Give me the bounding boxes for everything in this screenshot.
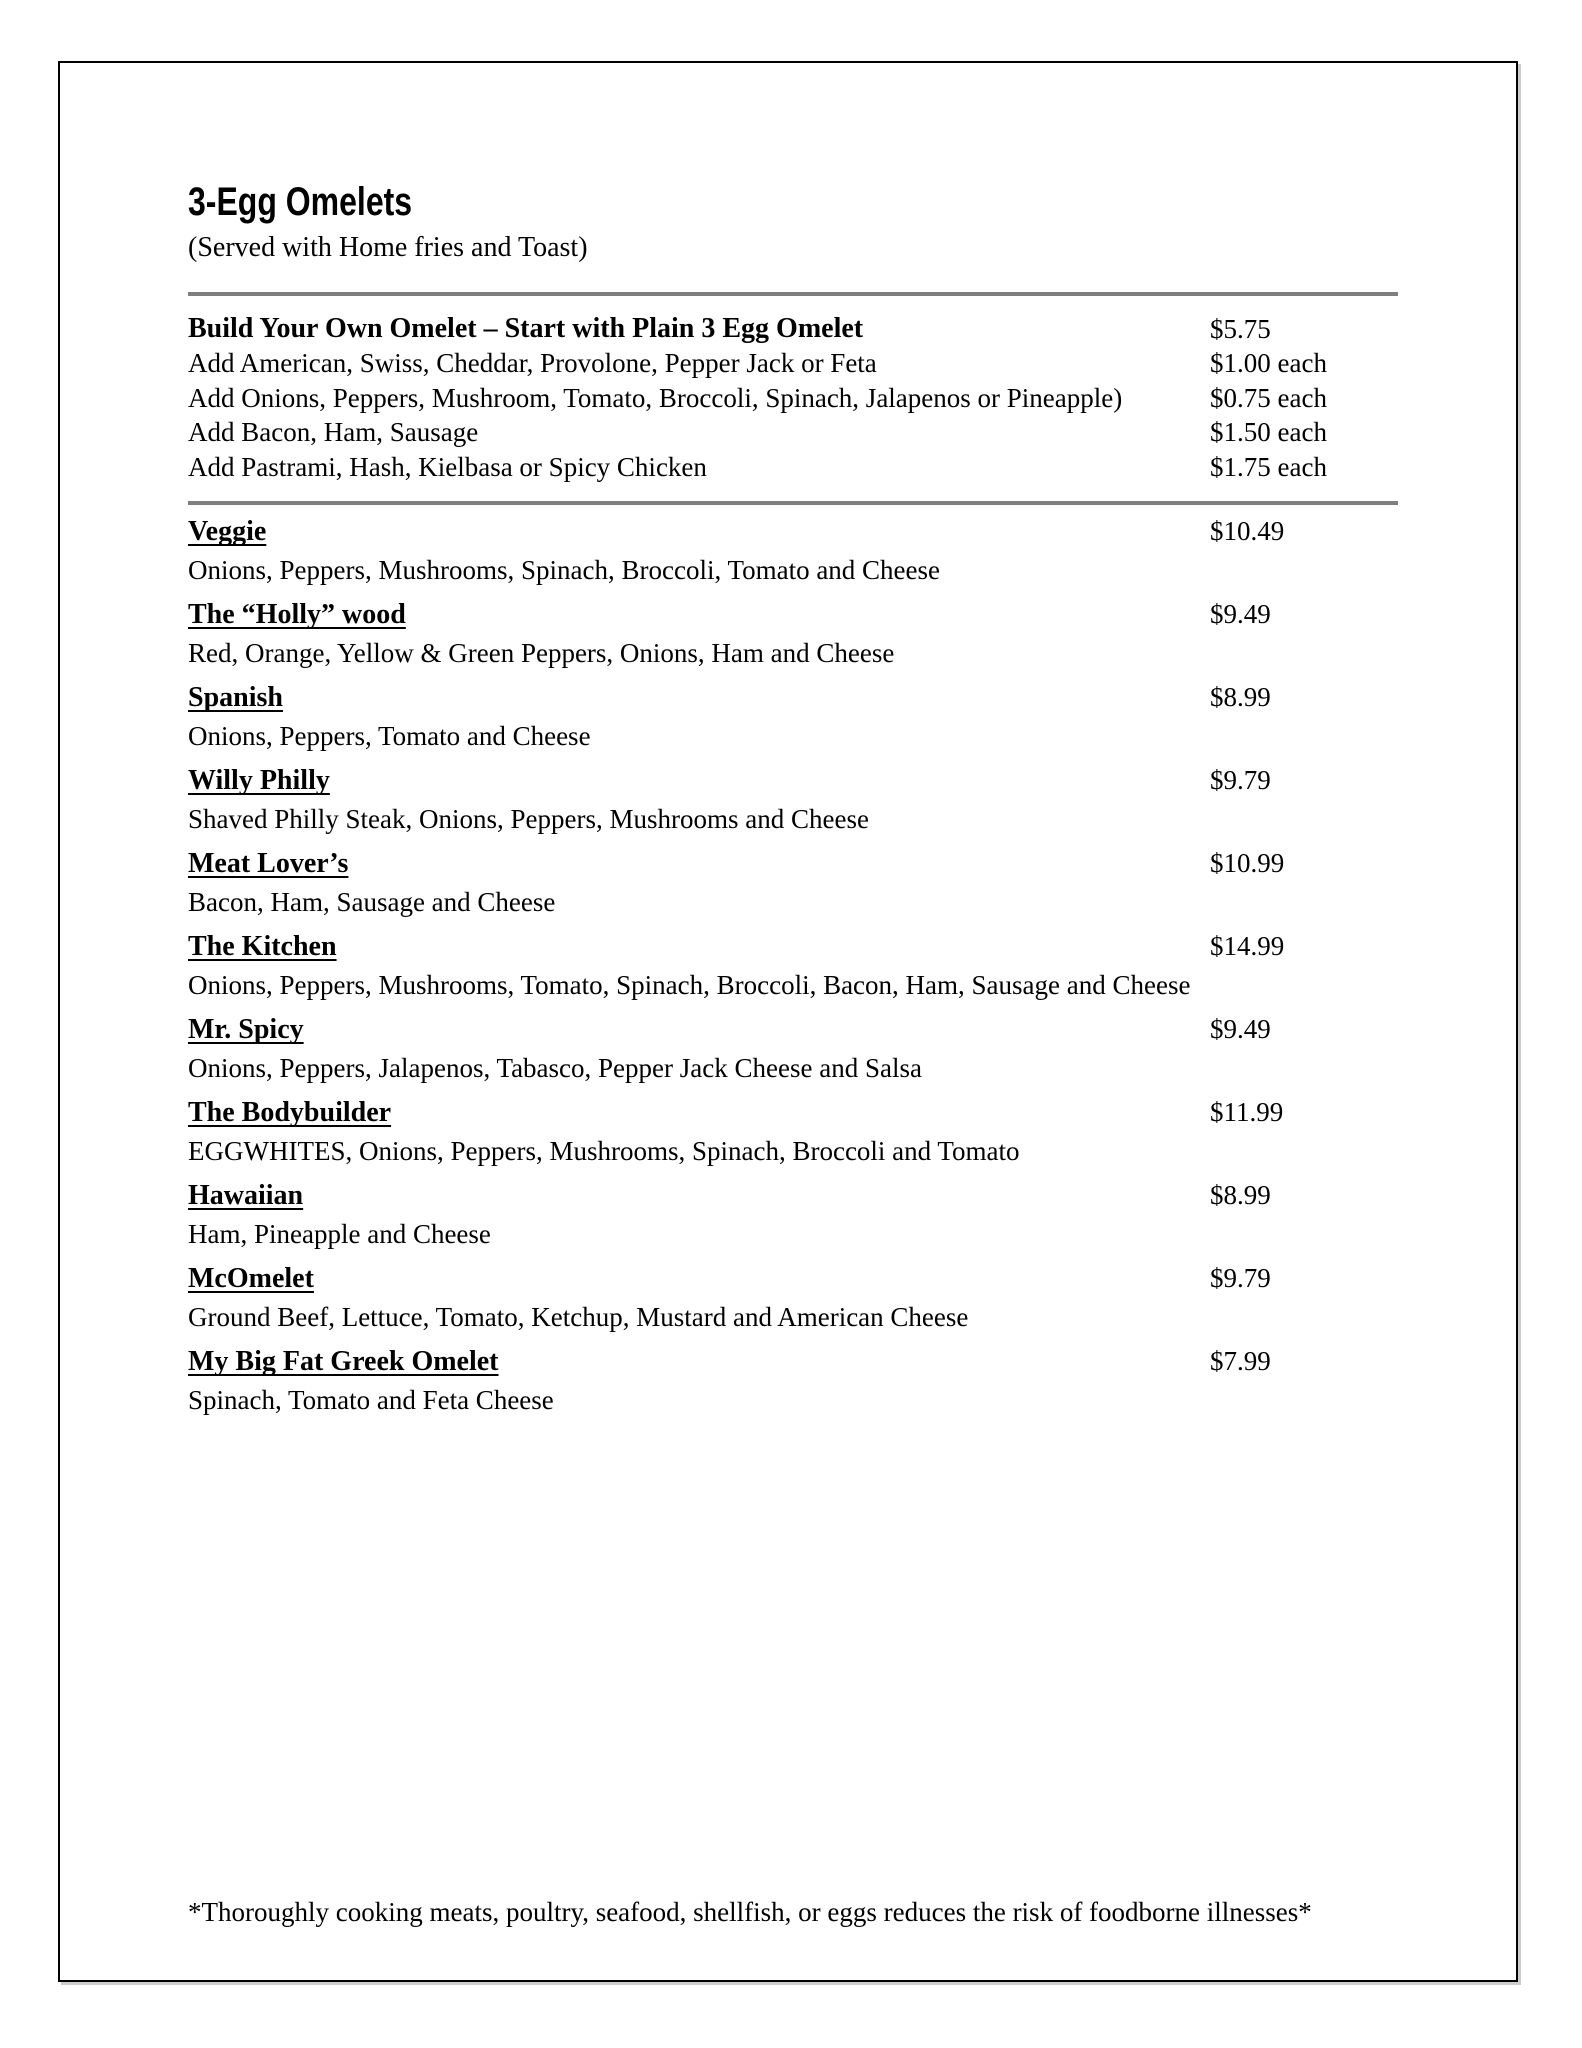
menu-item-row xyxy=(188,762,1398,845)
build-heading-row xyxy=(188,312,1398,346)
menu-item-row xyxy=(188,1343,1398,1426)
menu-item-description: Onions, Peppers, Mushrooms, Spinach, Broccoli, Tomato and Cheese xyxy=(188,555,941,585)
page-subtitle: (Served with Home fries and Toast) xyxy=(188,232,588,263)
addon-label: Add Onions, Peppers, Mushroom, Tomato, Broccoli, Spinach, Jalapenos or Pineapple) xyxy=(188,382,1123,413)
section-divider-top xyxy=(188,292,1398,296)
menu-item-description: EGGWHITES, Onions, Peppers, Mushrooms, Spinach, Broccoli and Tomato xyxy=(188,1136,1020,1166)
menu-item-row xyxy=(188,679,1398,762)
addon-row xyxy=(188,381,1398,416)
menu-item-name: Meat Lover’s xyxy=(188,848,349,879)
menu-item-price: $8.99 xyxy=(1210,1180,1271,1210)
menu-item-row xyxy=(188,1177,1398,1260)
menu-item-price: $9.49 xyxy=(1210,599,1271,629)
menu-item-price: $9.79 xyxy=(1210,765,1271,795)
menu-item-description: Red, Orange, Yellow & Green Peppers, Onions, Ham and Cheese xyxy=(188,638,895,668)
addon-price: $1.75 each xyxy=(1210,451,1327,482)
build-heading-price: $5.75 xyxy=(1210,314,1271,344)
menu-item-name: Mr. Spicy xyxy=(188,1014,304,1045)
menu-item-row xyxy=(188,596,1398,679)
menu-item-row xyxy=(188,845,1398,928)
menu-item-row xyxy=(188,928,1398,1011)
menu-item-row xyxy=(188,1011,1398,1094)
addon-price: $0.75 each xyxy=(1210,382,1327,413)
addon-label: Add Bacon, Ham, Sausage xyxy=(188,417,479,447)
menu-item-name: Willy Philly xyxy=(188,765,330,796)
menu-item-price: $9.79 xyxy=(1210,1263,1271,1293)
menu-item-description: Bacon, Ham, Sausage and Cheese xyxy=(188,887,556,917)
menu-item-description: Spinach, Tomato and Feta Cheese xyxy=(188,1385,554,1415)
menu-item-name: My Big Fat Greek Omelet xyxy=(188,1346,499,1377)
addon-row xyxy=(188,346,1398,381)
footnote-text: *Thoroughly cooking meats, poultry, seafood, shellfish, or eggs reduces the risk of foodborne illnesses* xyxy=(188,1897,1312,1927)
menu-item-name: McOmelet xyxy=(188,1263,314,1294)
build-heading: Build Your Own Omelet – Start with Plain 3 Egg Omelet xyxy=(188,313,864,344)
addon-price: $1.00 each xyxy=(1210,348,1327,378)
menu-item-description: Ground Beef, Lettuce, Tomato, Ketchup, Mustard and American Cheese xyxy=(188,1302,969,1332)
menu-item-description: Onions, Peppers, Jalapenos, Tabasco, Pepper Jack Cheese and Salsa xyxy=(188,1053,922,1083)
page-title: 3-Egg Omelets xyxy=(188,180,413,224)
menu-item-price: $8.99 xyxy=(1210,682,1271,712)
menu-item-name: The Bodybuilder xyxy=(188,1097,392,1128)
addon-row xyxy=(188,415,1398,450)
menu-item-row xyxy=(188,1260,1398,1343)
menu-item-name: Veggie xyxy=(188,516,267,547)
addon-row xyxy=(188,450,1398,485)
menu-item-description: Onions, Peppers, Mushrooms, Tomato, Spinach, Broccoli, Bacon, Ham, Sausage and Cheese xyxy=(188,970,1191,1000)
menu-item-price: $10.49 xyxy=(1210,516,1285,546)
menu-item-name: Hawaiian xyxy=(188,1180,304,1211)
menu-item-description: Shaved Philly Steak, Onions, Peppers, Mushrooms and Cheese xyxy=(188,804,869,834)
menu-item-price: $7.99 xyxy=(1210,1346,1271,1376)
menu-item-row xyxy=(188,1094,1398,1177)
menu-item-description: Onions, Peppers, Tomato and Cheese xyxy=(188,721,591,751)
menu-item-row xyxy=(188,513,1398,596)
menu-item-description: Ham, Pineapple and Cheese xyxy=(188,1219,491,1249)
section-divider-bottom xyxy=(188,501,1398,505)
menu-item-name: The “Holly” wood xyxy=(188,599,406,630)
menu-item-name: The Kitchen xyxy=(188,931,337,962)
menu-item-price: $9.49 xyxy=(1210,1014,1271,1044)
menu-item-price: $11.99 xyxy=(1210,1097,1284,1127)
build-your-own-section xyxy=(188,312,1398,484)
menu-item-price: $10.99 xyxy=(1210,848,1285,878)
addon-label: Add Pastrami, Hash, Kielbasa or Spicy Chicken xyxy=(188,451,707,482)
menu-item-name: Spanish xyxy=(188,682,283,713)
menu-items-list xyxy=(188,513,1398,1426)
addon-label: Add American, Swiss, Cheddar, Provolone, Pepper Jack or Feta xyxy=(188,348,877,378)
menu-item-price: $14.99 xyxy=(1210,931,1285,961)
addon-price: $1.50 each xyxy=(1210,417,1327,447)
